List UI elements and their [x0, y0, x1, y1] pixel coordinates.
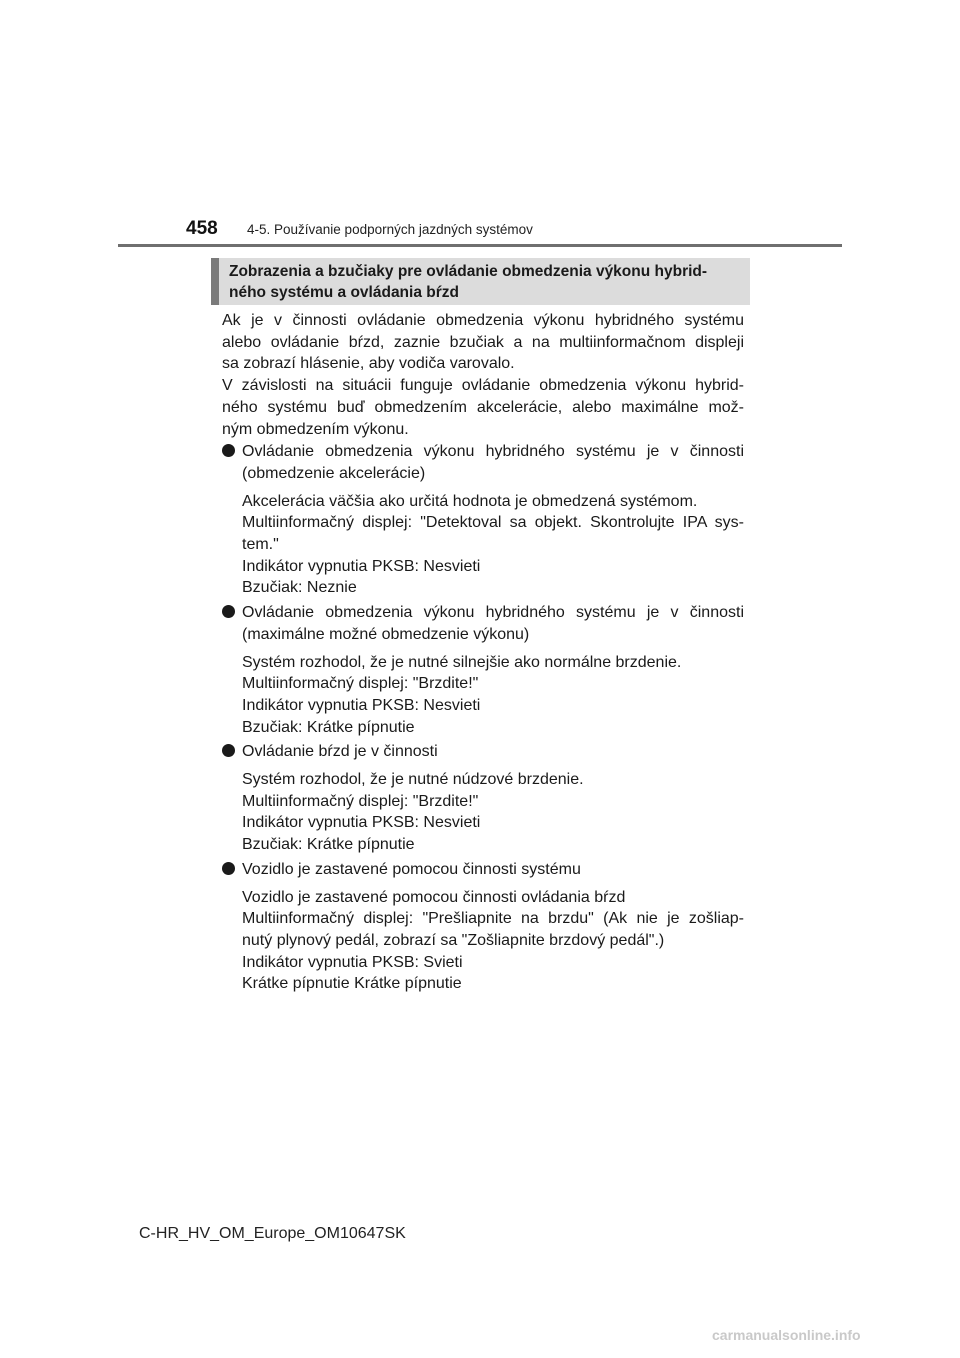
bullet-title-line: (obmedzenie akcelerácie): [242, 464, 426, 482]
text-line: ným obmedzením výkonu.: [222, 420, 409, 438]
detail-line: Multiinformačný displej: "Detektoval sa objekt. Skontrolujte IPA sys-: [242, 514, 744, 532]
detail-line: Bzučiak: Krátke pípnutie: [242, 718, 415, 736]
document-code: C-HR_HV_OM_Europe_OM10647SK: [139, 1225, 406, 1242]
bullet-item: [222, 441, 744, 484]
bullet-item: [222, 602, 744, 645]
page-number: 458: [186, 218, 218, 239]
detail-line: Multiinformačný displej: "Prešliapnite na brzdu" (Ak nie je zošliap-: [242, 910, 744, 928]
site-watermark: carmanualsonline.info: [712, 1327, 861, 1343]
bullet-dot-icon: [222, 862, 235, 875]
bullet-title-line: Ovládanie bŕzd je v činnosti: [242, 743, 438, 761]
detail-line: Bzučiak: Krátke pípnutie: [242, 836, 415, 854]
body-text: [222, 310, 744, 998]
detail-line: Akcelerácia väčšia ako určitá hodnota je obmedzená systémom.: [242, 492, 698, 510]
detail-line: Indikátor vypnutia PKSB: Nesvieti: [242, 814, 481, 832]
bullet-details: [222, 887, 744, 996]
detail-line: Systém rozhodol, že je nutné silnejšie ako normálne brzdenie.: [242, 653, 682, 671]
heading-line-1: Zobrazenia a bzučiaky pre ovládanie obmedzenia výkonu hybrid-: [229, 263, 708, 280]
bullet-title-line: Vozidlo je zastavené pomocou činnosti systému: [242, 860, 581, 878]
detail-line: Bzučiak: Neznie: [242, 579, 357, 597]
detail-line: Multiinformačný displej: "Brzdite!": [242, 675, 479, 693]
text-line: Ak je v činnosti ovládanie obmedzenia výkonu hybridného systému: [222, 312, 744, 329]
bullet-details: [222, 491, 744, 600]
detail-line: Indikátor vypnutia PKSB: Nesvieti: [242, 696, 481, 714]
bullet-dot-icon: [222, 744, 235, 757]
intro-paragraph-2: [222, 375, 744, 440]
subsection-heading: [211, 258, 750, 305]
intro-paragraph-1: [222, 310, 744, 375]
text-line: sa zobrazí hlásenie, aby vodiča varovalo.: [222, 355, 515, 373]
header-divider: [118, 244, 842, 247]
text-line: ného systému buď obmedzením akcelerácie, alebo maximálne mož-: [222, 398, 744, 416]
detail-line: Vozidlo je zastavené pomocou činnosti ovládania bŕzd: [242, 888, 626, 906]
bullet-details: [222, 769, 744, 856]
bullet-item: [222, 859, 744, 881]
bullet-dot-icon: [222, 605, 235, 618]
bullet-dot-icon: [222, 444, 235, 457]
bullet-title-line: Ovládanie obmedzenia výkonu hybridného systému je v činnosti: [242, 604, 744, 622]
detail-line: tem.": [242, 536, 279, 554]
detail-line: Systém rozhodol, že je nutné núdzové brzdenie.: [242, 771, 584, 789]
text-line: V závislosti na situácii funguje ovládanie obmedzenia výkonu hybrid-: [222, 377, 744, 395]
bullet-title-line: Ovládanie obmedzenia výkonu hybridného systému je v činnosti: [242, 443, 744, 461]
detail-line: nutý plynový pedál, zobrazí sa "Zošliapnite brzdový pedál".): [242, 931, 665, 949]
detail-line: Indikátor vypnutia PKSB: Nesvieti: [242, 557, 481, 575]
text-line: alebo ovládanie bŕzd, zaznie bzučiak a na multiinformačnom displeji: [222, 333, 744, 351]
detail-line: Multiinformačný displej: "Brzdite!": [242, 792, 479, 810]
bullet-details: [222, 652, 744, 739]
bullet-title-line: (maximálne možné obmedzenie výkonu): [242, 625, 530, 643]
detail-line: Krátke pípnutie Krátke pípnutie: [242, 975, 462, 993]
section-title: 4-5. Používanie podporných jazdných systémov: [247, 222, 533, 237]
detail-line: Indikátor vypnutia PKSB: Svieti: [242, 953, 463, 971]
bullet-item: [222, 741, 744, 763]
heading-line-2: ného systému a ovládania bŕzd: [229, 284, 459, 301]
